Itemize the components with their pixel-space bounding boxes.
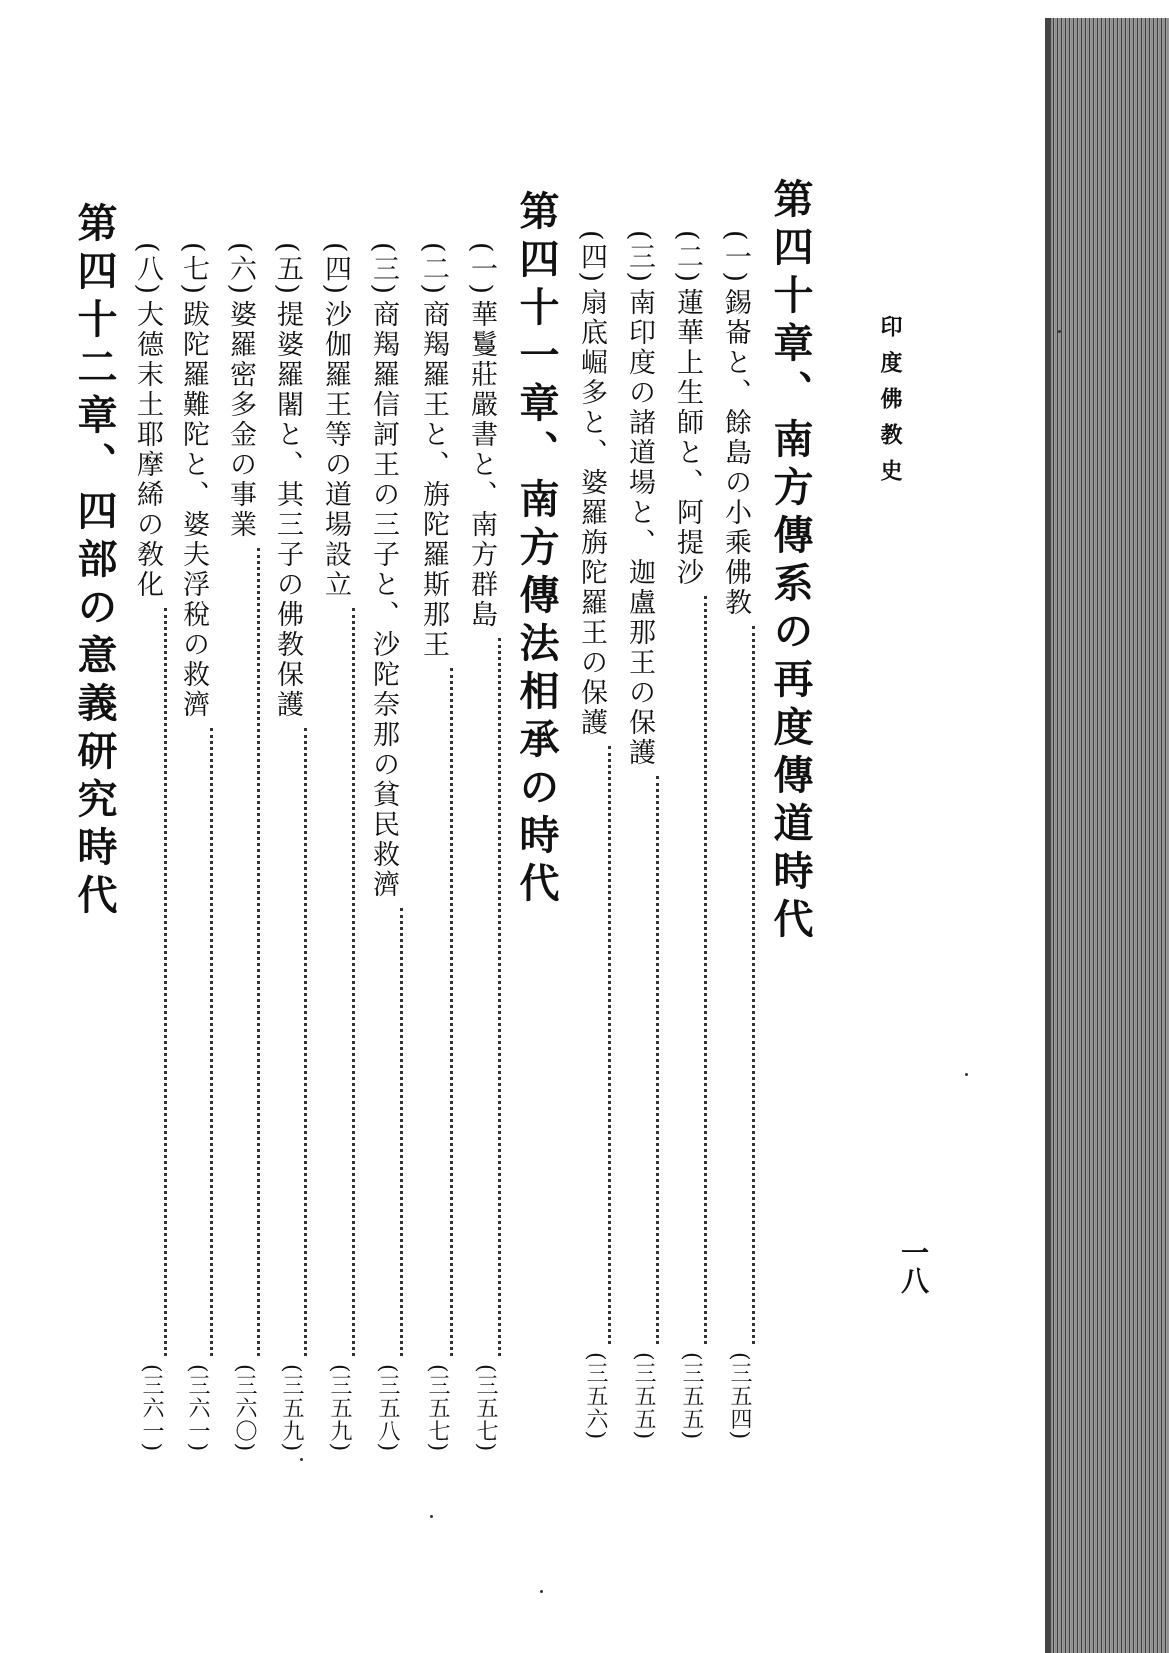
toc-entry-41-5 <box>268 242 307 1452</box>
scan-speck <box>1058 330 1061 333</box>
entry-number: (三) <box>624 230 655 285</box>
chapter-42-title: 第四十二章、四部の意義研究時代 <box>71 202 118 922</box>
scan-speck <box>965 1073 968 1076</box>
leader-dots <box>210 728 213 1356</box>
scan-speck <box>540 1590 543 1593</box>
entry-page: (三六〇) <box>232 1363 257 1452</box>
scan-speck <box>430 1515 433 1518</box>
entry-page: (三五五) <box>631 1351 656 1440</box>
entry-number: (七) <box>178 242 209 297</box>
leader-dots <box>752 626 755 1344</box>
entry-number: (五) <box>272 242 303 297</box>
entry-page: (三五七) <box>473 1363 498 1452</box>
running-head: 印度佛教史 <box>877 315 903 495</box>
entry-page: (三五九) <box>279 1363 304 1452</box>
chapter-41-title: 第四十一章、南方傳法相承の時代 <box>513 190 560 910</box>
entry-title: 錫崙と、餘島の小乘佛教 <box>720 288 751 619</box>
toc-entry-40-1 <box>716 230 755 1440</box>
leader-dots <box>608 746 611 1344</box>
entry-title: 跋陀羅難陀と、婆夫浮稅の救濟 <box>178 300 209 721</box>
toc-entry-41-1 <box>462 242 501 1452</box>
entry-page: (三五七) <box>425 1363 450 1452</box>
page-edge <box>1049 18 1169 1653</box>
leader-dots <box>704 596 707 1344</box>
entry-title: 南印度の諸道場と、迦盧那王の保護 <box>624 288 655 769</box>
entry-number: (二) <box>672 230 703 285</box>
entry-page: (三五九) <box>327 1363 352 1452</box>
entry-title: 華鬘莊嚴書と、南方群島 <box>466 300 497 631</box>
entry-number: (一) <box>466 242 497 297</box>
page-number: 一八 <box>897 1238 930 1294</box>
entry-number: (三) <box>368 242 399 297</box>
leader-dots <box>498 638 501 1356</box>
entry-number: (一) <box>720 230 751 285</box>
entry-title: 商羯羅信訶王の三子と、沙陀奈那の貧民救濟 <box>368 300 399 901</box>
toc-entry-41-4 <box>316 242 355 1452</box>
entry-number: (四) <box>576 230 607 285</box>
entry-number: (四) <box>320 242 351 297</box>
entry-title: 蓮華上生師と、阿提沙 <box>672 288 703 589</box>
entry-page: (三五四) <box>727 1351 752 1440</box>
toc-entry-41-8 <box>128 242 167 1452</box>
entry-title: 沙伽羅王等の道場設立 <box>320 300 351 601</box>
toc-entry-41-3 <box>364 242 403 1452</box>
chapter-40-title: 第四十章、南方傳系の再度傳道時代 <box>767 178 814 946</box>
toc-entry-41-2 <box>414 242 453 1452</box>
leader-dots <box>450 668 453 1356</box>
leader-dots <box>257 548 260 1356</box>
leader-dots <box>656 776 659 1344</box>
entry-page: (三五五) <box>679 1351 704 1440</box>
entry-title: 提婆羅闍と、其三子の佛教保護 <box>272 300 303 721</box>
entry-title: 扇底崛多と、婆羅旃陀羅王の保護 <box>576 288 607 739</box>
leader-dots <box>352 608 355 1356</box>
leader-dots <box>164 608 167 1356</box>
entry-title: 大德末土耶摩絺の敎化 <box>132 300 163 601</box>
toc-entry-40-3 <box>620 230 659 1440</box>
toc-entry-40-4 <box>572 230 611 1440</box>
leader-dots <box>400 908 403 1356</box>
entry-page: (三五八) <box>375 1363 400 1452</box>
toc-entry-41-6 <box>221 242 260 1452</box>
entry-number: (二) <box>418 242 449 297</box>
entry-title: 商羯羅王と、旃陀羅斯那王 <box>418 300 449 661</box>
scan-speck <box>300 1458 303 1461</box>
entry-page: (三五六) <box>583 1351 608 1440</box>
binding-shadow <box>1045 18 1051 1653</box>
entry-title: 婆羅密多金の事業 <box>225 300 256 541</box>
toc-entry-41-7 <box>174 242 213 1452</box>
entry-page: (三六一) <box>139 1363 164 1452</box>
entry-number: (八) <box>132 242 163 297</box>
toc-entry-40-2 <box>668 230 707 1440</box>
entry-number: (六) <box>225 242 256 297</box>
entry-page: (三六一) <box>185 1363 210 1452</box>
leader-dots <box>304 728 307 1356</box>
